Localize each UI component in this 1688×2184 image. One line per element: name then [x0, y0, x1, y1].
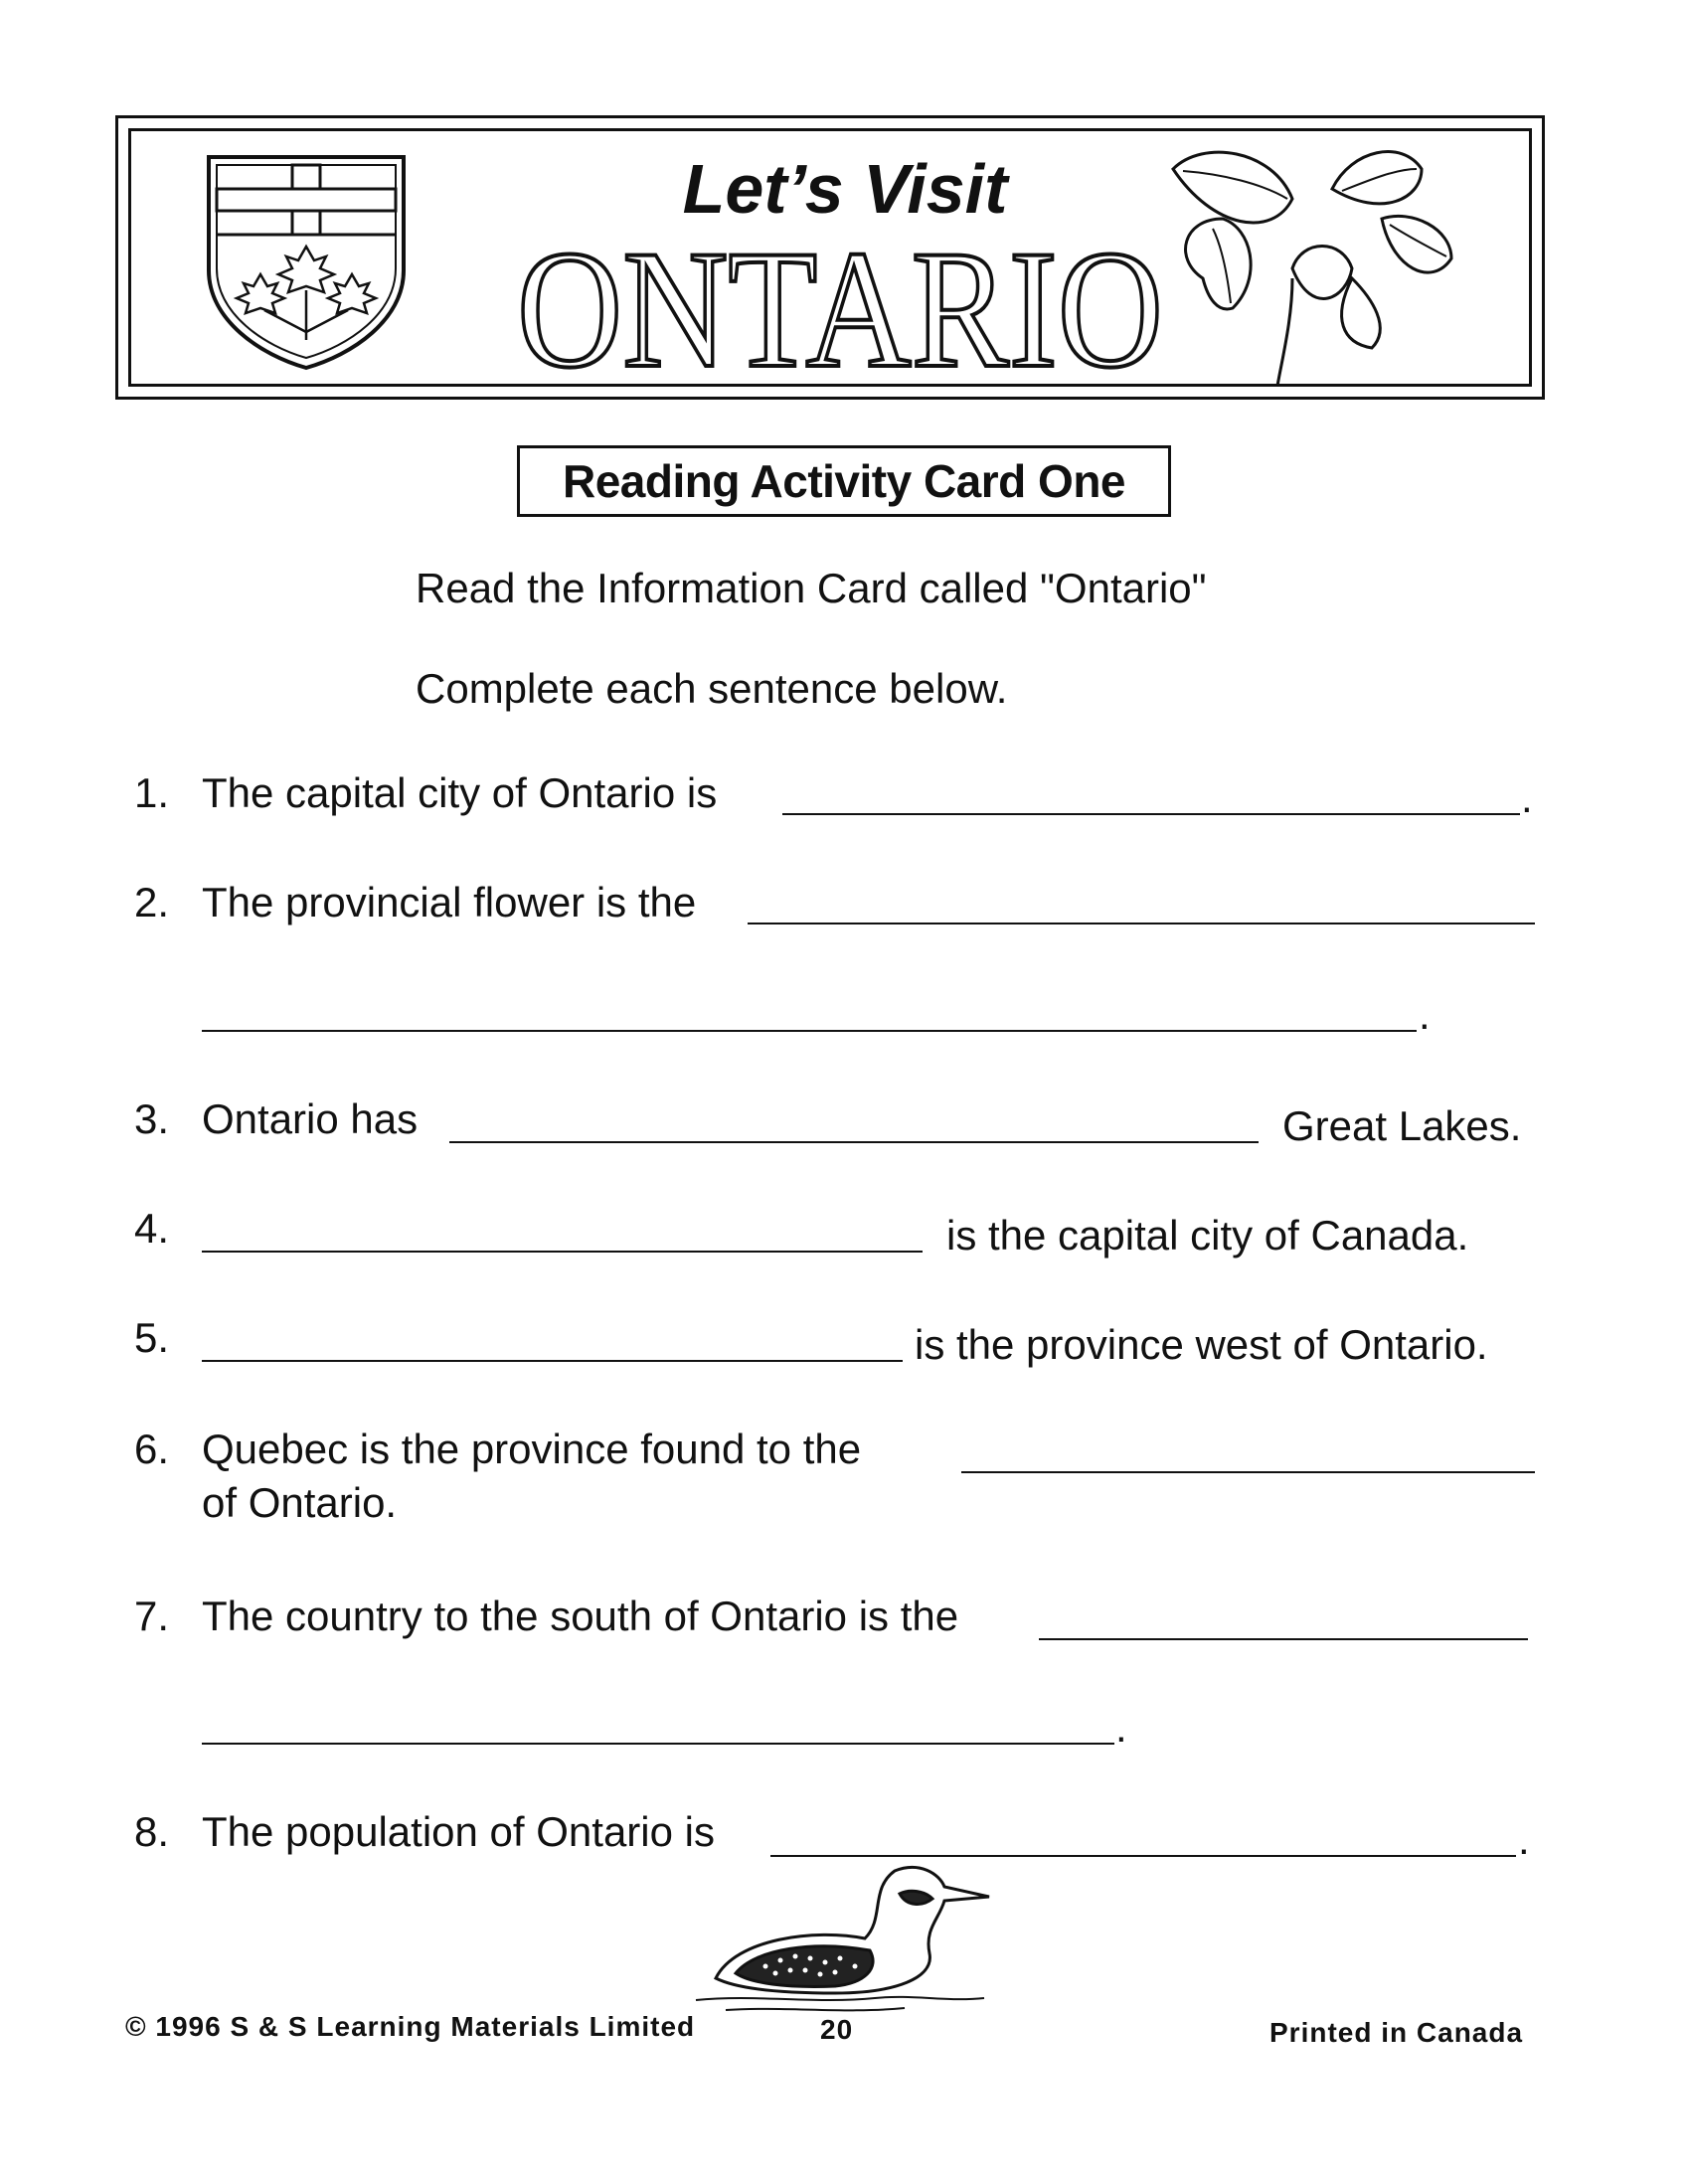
question-number: 2. [133, 879, 169, 925]
title-ontario [502, 216, 1178, 403]
footer-page-number: 20 [820, 2014, 854, 2045]
answer-blank[interactable] [961, 1471, 1535, 1473]
answer-blank[interactable] [202, 1743, 1114, 1745]
footer-copyright: © 1996 S & S Learning Materials Limited [125, 2011, 696, 2042]
question-number: 4. [133, 1205, 169, 1252]
question-number: 6. [133, 1426, 169, 1472]
question-text: The capital city of Ontario is [202, 769, 718, 816]
answer-blank[interactable] [770, 1855, 1516, 1857]
question-number: 1. [133, 769, 169, 816]
loon-bird-icon [696, 1859, 994, 2018]
question-text-after: is the province west of Ontario. [915, 1321, 1488, 1368]
question-text: Ontario has [202, 1095, 419, 1142]
question-text: Quebec is the province found to the [202, 1426, 862, 1472]
answer-blank[interactable] [202, 1360, 903, 1362]
question-text: The provincial flower is the [202, 879, 697, 925]
question-period: . [1521, 774, 1533, 821]
title-lets-visit: Let’s Visit [682, 150, 1008, 228]
answer-blank[interactable] [1039, 1638, 1528, 1640]
instruction-complete: Complete each sentence below. [416, 665, 1008, 712]
question-period: . [1115, 1704, 1127, 1751]
question-text: The population of Ontario is [202, 1808, 715, 1855]
question-period: . [1518, 1816, 1530, 1863]
instruction-read: Read the Information Card called "Ontario" [416, 565, 1207, 611]
answer-blank[interactable] [202, 1030, 1417, 1032]
question-number: 7. [133, 1593, 169, 1639]
card-label: Reading Activity Card One [517, 445, 1171, 517]
question-text: The country to the south of Ontario is the [202, 1593, 959, 1639]
answer-blank[interactable] [202, 1251, 923, 1253]
footer-printed-in: Printed in Canada [1269, 2017, 1524, 2048]
trillium-flower-icon [1143, 129, 1471, 390]
question-text-after: is the capital city of Canada. [946, 1212, 1469, 1259]
answer-blank[interactable] [782, 813, 1520, 815]
question-text-continued: of Ontario. [202, 1479, 398, 1526]
answer-blank[interactable] [748, 923, 1535, 924]
ontario-shield-icon [203, 151, 410, 372]
title-ontario-text: ONTARIO [517, 216, 1163, 403]
question-text-after: Great Lakes. [1282, 1102, 1522, 1149]
question-number: 5. [133, 1314, 169, 1361]
question-number: 8. [133, 1808, 169, 1855]
question-number: 3. [133, 1095, 169, 1142]
question-period: . [1419, 991, 1431, 1038]
answer-blank[interactable] [449, 1141, 1259, 1143]
